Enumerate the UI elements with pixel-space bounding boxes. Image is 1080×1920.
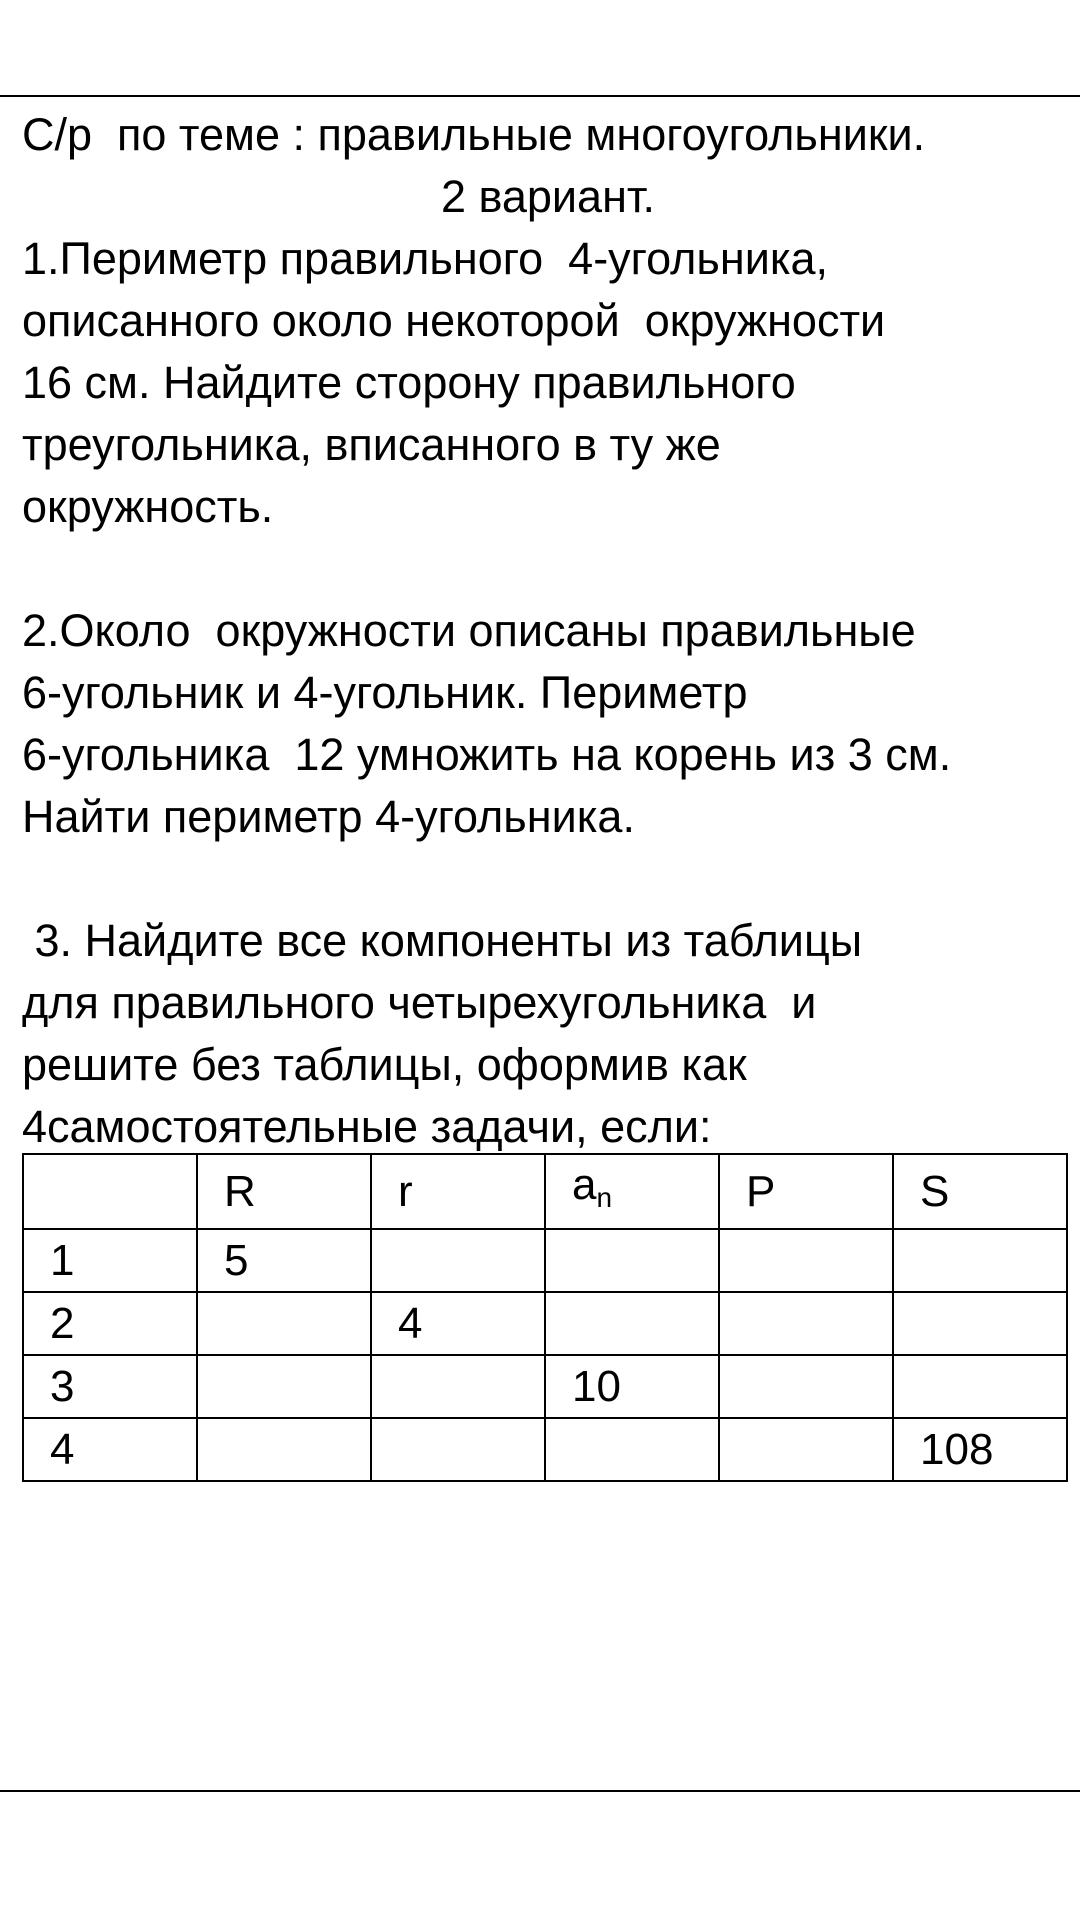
task-1-line: окружность.: [22, 481, 274, 532]
task-3: [22, 910, 1074, 1158]
spacer: [22, 848, 1074, 910]
table-cell: 4: [23, 1418, 197, 1481]
table-cell: [197, 1418, 371, 1481]
table-cell: [197, 1355, 371, 1418]
table-cell: 108: [893, 1418, 1067, 1481]
task-2-line: Найти периметр 4-угольника.: [22, 791, 635, 842]
task-3-line: 4самостоятельные задачи, если:: [22, 1101, 712, 1152]
table-row: [23, 1355, 1067, 1418]
table-cell: 5: [197, 1229, 371, 1292]
task-1-line: треугольника, вписанного в ту же: [22, 419, 721, 470]
variant-label: 2 вариант.: [440, 171, 656, 222]
table-header-row: [23, 1154, 1067, 1229]
spacer: [22, 538, 1074, 600]
table-cell: 2: [23, 1292, 197, 1355]
table-cell: [893, 1355, 1067, 1418]
task-3-line: решите без таблицы, оформив как: [22, 1039, 747, 1090]
table-header-cell: R: [197, 1154, 371, 1229]
task-1-line: 1.Периметр правильного 4-угольника,: [22, 233, 829, 284]
top-divider: [0, 95, 1080, 97]
task-1-line: 16 см. Найдите сторону правильного: [22, 357, 796, 408]
table-row: [23, 1229, 1067, 1292]
table-cell: [893, 1229, 1067, 1292]
task-1-line: описанного около некоторой окружности: [22, 295, 886, 346]
task-2-line: 6-угольник и 4-угольник. Периметр: [22, 667, 748, 718]
table-header-cell: P: [719, 1154, 893, 1229]
side-symbol: a: [572, 1160, 597, 1209]
task-3-line: 3. Найдите все компоненты из таблицы: [22, 915, 863, 966]
table-cell: [545, 1229, 719, 1292]
table-cell: 4: [371, 1292, 545, 1355]
table-cell: [719, 1355, 893, 1418]
table-cell: [719, 1292, 893, 1355]
table-cell: [371, 1229, 545, 1292]
table-header-cell-side: [545, 1154, 719, 1229]
table-cell: [893, 1292, 1067, 1355]
table-cell: 1: [23, 1229, 197, 1292]
table-header-cell: r: [371, 1154, 545, 1229]
task-2-line: 6-угольника 12 умножить на корень из 3 см.: [22, 729, 952, 780]
table-cell: 3: [23, 1355, 197, 1418]
table-row: [23, 1418, 1067, 1481]
values-table: [22, 1153, 1068, 1482]
task-2: [22, 600, 1074, 848]
worksheet: [22, 104, 1074, 1158]
table-cell: [545, 1418, 719, 1481]
task-1: [22, 228, 1074, 538]
side-subscript: n: [596, 1182, 613, 1213]
table-cell: [371, 1418, 545, 1481]
worksheet-title: С/р по теме : правильные многоугольники.: [22, 109, 926, 160]
table-row: [23, 1292, 1067, 1355]
table-cell: [545, 1292, 719, 1355]
table-cell: [371, 1355, 545, 1418]
task-3-line: для правильного четырехугольника и: [22, 977, 817, 1028]
table-header-cell: S: [893, 1154, 1067, 1229]
table-cell: [719, 1229, 893, 1292]
table-cell: 10: [545, 1355, 719, 1418]
table-cell: [719, 1418, 893, 1481]
task-2-line: 2.Около окружности описаны правильные: [22, 605, 916, 656]
table-header-cell: [23, 1154, 197, 1229]
table-cell: [197, 1292, 371, 1355]
bottom-divider: [0, 1790, 1080, 1792]
